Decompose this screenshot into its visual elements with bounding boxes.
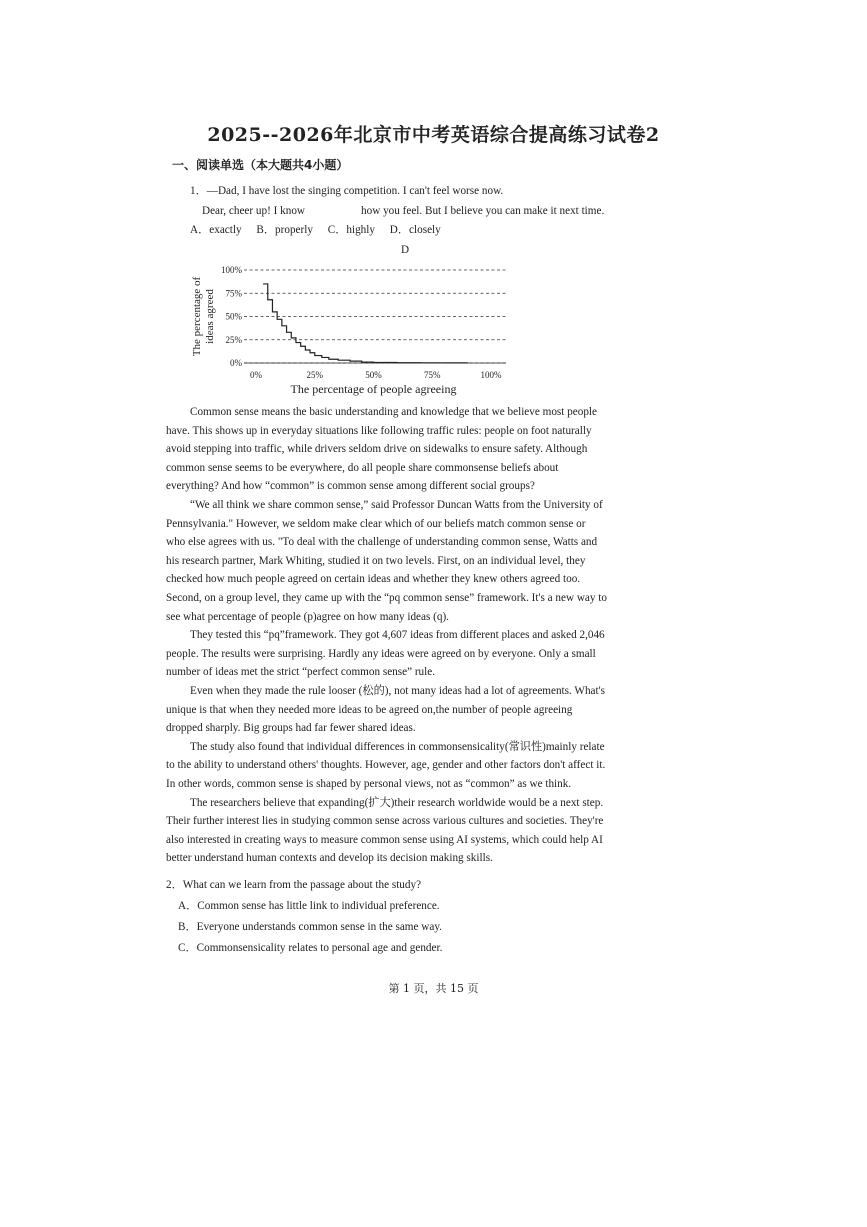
q1-line2-before-blank: Dear, cheer up! I know <box>202 205 305 217</box>
x-tick-label: 50% <box>365 370 382 380</box>
q1-options <box>190 223 453 237</box>
passage-line: have. This shows up in everyday situations like following traffic rules: people on foot naturally <box>166 424 592 437</box>
q1-line1: 1．—Dad, I have lost the singing competition. I can't feel worse now. <box>190 185 504 197</box>
passage-line: “We all think we share common sense,” said Professor Duncan Watts from the University of <box>190 499 603 511</box>
passage-line: Pennsylvania." However, we seldom make clear which of our beliefs match common sense or <box>166 517 586 530</box>
passage-line: Their further interest lies in studying common sense across various cultures and societies. They're <box>166 815 604 828</box>
y-tick-label: 25% <box>225 334 242 345</box>
q1-option-d[interactable]: D．closely <box>389 224 441 236</box>
passage-line: also interested in creating ways to measure common sense using AI systems, which could help AI <box>166 833 603 846</box>
x-axis-label: The percentage of people agreeing <box>290 382 457 396</box>
y-tick-label: 0% <box>230 358 242 368</box>
y-tick-label: 75% <box>225 288 242 299</box>
series-line <box>263 284 467 363</box>
passage-label: D <box>401 244 410 256</box>
passage-line: his research partner, Mark Whiting, studied it on two levels. First, on an individual level, they <box>166 554 586 567</box>
passage-line: see what percentage of people (p)agree on how many ideas (q). <box>166 610 449 623</box>
agreement-chart <box>186 244 516 396</box>
q1-line2 <box>202 204 604 218</box>
passage-line: checked how much people agreed on certain ideas and whether they knew others agreed too. <box>166 573 581 586</box>
q2-stem: 2．What can we learn from the passage about the study? <box>166 879 422 891</box>
passage-line: number of ideas met the strict “perfect common sense” rule. <box>166 666 436 679</box>
chart-grid <box>244 270 506 363</box>
passage-line: Second, on a group level, they came up with the “pq common sense” framework. It's a new way to <box>166 592 607 604</box>
y-tick-label: 100% <box>221 265 242 275</box>
passage-line: everything? And how “common” is common sense among different social groups? <box>166 480 535 493</box>
passage-line: dropped sharply. Big groups had far fewer shared ideas. <box>166 722 416 735</box>
passage-line: In other words, common sense is shaped by personal views, not as “common” as we think. <box>166 778 572 790</box>
passage-line: The study also found that individual differences in commonsensicality(常识性)mainly relate <box>190 740 605 753</box>
x-tick-labels <box>250 370 502 380</box>
q1-line2-after-blank: how you feel. But I believe you can make it next time. <box>361 205 605 217</box>
y-tick-labels <box>221 265 243 368</box>
page-footer: 第 1 页，共 15 页 <box>388 982 479 995</box>
passage-line: Even when they made the rule looser (松的), not many ideas had a lot of agreements. What's <box>190 685 605 697</box>
passage-line: The researchers believe that expanding(扩大)their research worldwide would be a next step. <box>190 796 604 809</box>
passage-line: avoid stepping into traffic, while drivers seldom drive on sidewalks to ensure safety. Although <box>166 443 588 456</box>
q2-option-c[interactable]: C．Commonsensicality relates to personal age and gender. <box>178 942 443 954</box>
passage-line: unique is that when they needed more ideas to be agreed on,the number of people agreeing <box>166 703 573 716</box>
q2-option-a[interactable]: A．Common sense has little link to individual preference. <box>178 900 440 912</box>
page-title: 2025--2026年北京市中考英语综合提高练习试卷2 <box>207 124 660 146</box>
q1-option-c[interactable]: C．highly <box>327 224 375 236</box>
passage-line: to the ability to understand others' thoughts. However, age, gender and other factors don't affect it. <box>166 759 606 772</box>
y-axis-label: The percentage ofideas agreed <box>191 276 216 357</box>
y-tick-label: 50% <box>225 311 242 322</box>
section-heading: 一、阅读单选（本大题共4小题） <box>172 158 349 172</box>
q2-option-b[interactable]: B．Everyone understands common sense in the same way. <box>178 921 442 933</box>
x-tick-label: 75% <box>424 370 441 380</box>
passage-line: Common sense means the basic understanding and knowledge that we believe most people <box>190 406 597 418</box>
x-tick-label: 100% <box>480 370 502 380</box>
passage-line: people. The results were surprising. Hardly any ideas were agreed on by everyone. Only a small <box>166 647 596 660</box>
passage-line: common sense seems to be everywhere, do all people share commonsense beliefs about <box>166 461 559 474</box>
passage-line: better understand human contexts and develop its decision making skills. <box>166 852 493 865</box>
passage-line: who else agrees with us. "To deal with the challenge of understanding common sense, Watts and <box>166 536 598 549</box>
q1-option-b[interactable]: B．properly <box>256 224 313 236</box>
passage-line: They tested this “pq”framework. They got 4,607 ideas from different places and asked 2,046 <box>190 629 605 642</box>
x-tick-label: 25% <box>306 370 323 380</box>
x-tick-label: 0% <box>250 370 262 380</box>
q1-option-a[interactable]: A．exactly <box>190 224 242 236</box>
